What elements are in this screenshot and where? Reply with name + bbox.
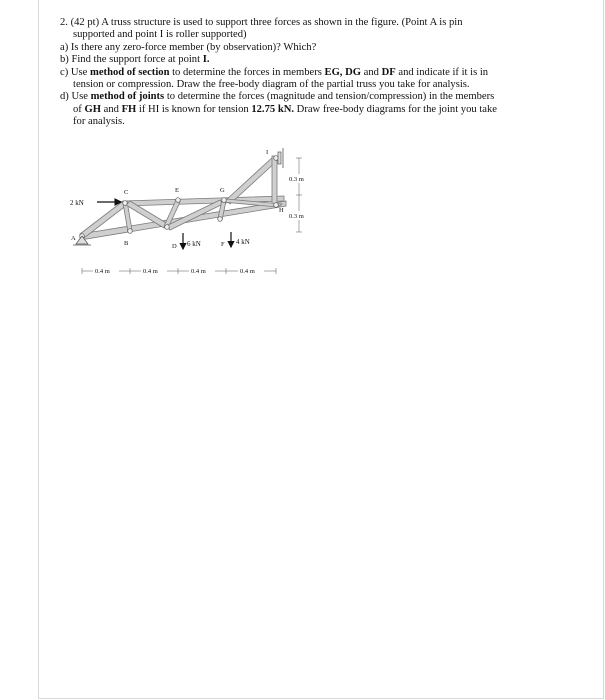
truss-figure (60, 148, 330, 283)
question-d2-fh: FH (121, 103, 137, 115)
question-d-line2 (60, 104, 550, 116)
question-c (60, 67, 550, 79)
dim-height-mid: 0.3 m (289, 213, 304, 220)
label-f: F (221, 241, 225, 248)
question-c-method: method of section (90, 66, 170, 78)
label-e: E (175, 187, 179, 194)
question-d-line3: for analysis. (73, 116, 125, 128)
pin-b (128, 229, 133, 234)
problem-text (60, 17, 550, 129)
load-2kn-label: 2 kN (70, 199, 84, 207)
question-c-members1: EG, DG (324, 66, 361, 78)
question-d-end: to determine the forces (magnitude and tension/compression) in the members (164, 91, 495, 103)
question-b (60, 54, 550, 66)
problem-header-cont: supported and point I is roller supported) (73, 29, 247, 41)
pin-f (218, 217, 223, 222)
question-b-text: b) Find the support force at point (60, 54, 203, 66)
problem-number: 2. (60, 17, 68, 28)
problem-header (60, 17, 550, 29)
pin-g (222, 198, 227, 203)
question-d-method: method of joints (90, 91, 165, 103)
question-d (60, 91, 550, 103)
label-a: A (71, 235, 76, 242)
label-d: D (172, 243, 177, 250)
question-c-mid1: to determine the forces in members (169, 66, 325, 78)
question-d2-mid2: if HI is known for tension (136, 103, 252, 115)
label-c: C (124, 189, 129, 196)
label-g: G (220, 187, 225, 194)
pin-i (274, 156, 279, 161)
question-d2-mid: and (100, 103, 122, 115)
label-b: B (124, 240, 129, 247)
question-c-cont: tension or compression. Draw the free-body diagram of the partial truss you take for analysis. (73, 79, 470, 91)
question-c-end: and indicate if it is in (395, 66, 489, 78)
support-i (278, 152, 281, 164)
dim-span-4: 0.4 m (240, 268, 255, 275)
problem-header-text: (42 pt) A truss structure is used to support three forces as shown in the figure. (Point A is pin (70, 17, 463, 28)
dim-span-3: 0.4 m (191, 268, 206, 275)
label-h: H (279, 207, 284, 214)
question-d2-pre: of (73, 103, 85, 115)
question-c-pre: c) Use (60, 66, 91, 78)
question-a: a) Is there any zero-force member (by observation)? Which? (60, 41, 317, 53)
pin-d (165, 225, 170, 230)
label-i: I (266, 149, 269, 156)
question-c-members2: DF (381, 66, 396, 78)
load-4kn-label: 4 kN (236, 238, 250, 246)
load-6kn-label: 6 kN (187, 240, 201, 248)
question-b-point: I. (202, 54, 210, 66)
question-d2-end: Draw free-body diagrams for the joint you take (294, 103, 497, 115)
dim-span-1: 0.4 m (95, 268, 110, 275)
pin-e (176, 198, 181, 203)
dim-span-2: 0.4 m (143, 268, 158, 275)
member-hi (272, 156, 277, 206)
pin-h (274, 203, 279, 208)
question-d2-gh: GH (84, 103, 101, 115)
dim-height-top: 0.3 m (289, 176, 304, 183)
pin-c (123, 201, 128, 206)
question-c-mid2: and (361, 66, 382, 78)
question-d-pre: d) Use (60, 91, 91, 103)
question-d2-tension: 12.75 kN. (251, 103, 295, 115)
